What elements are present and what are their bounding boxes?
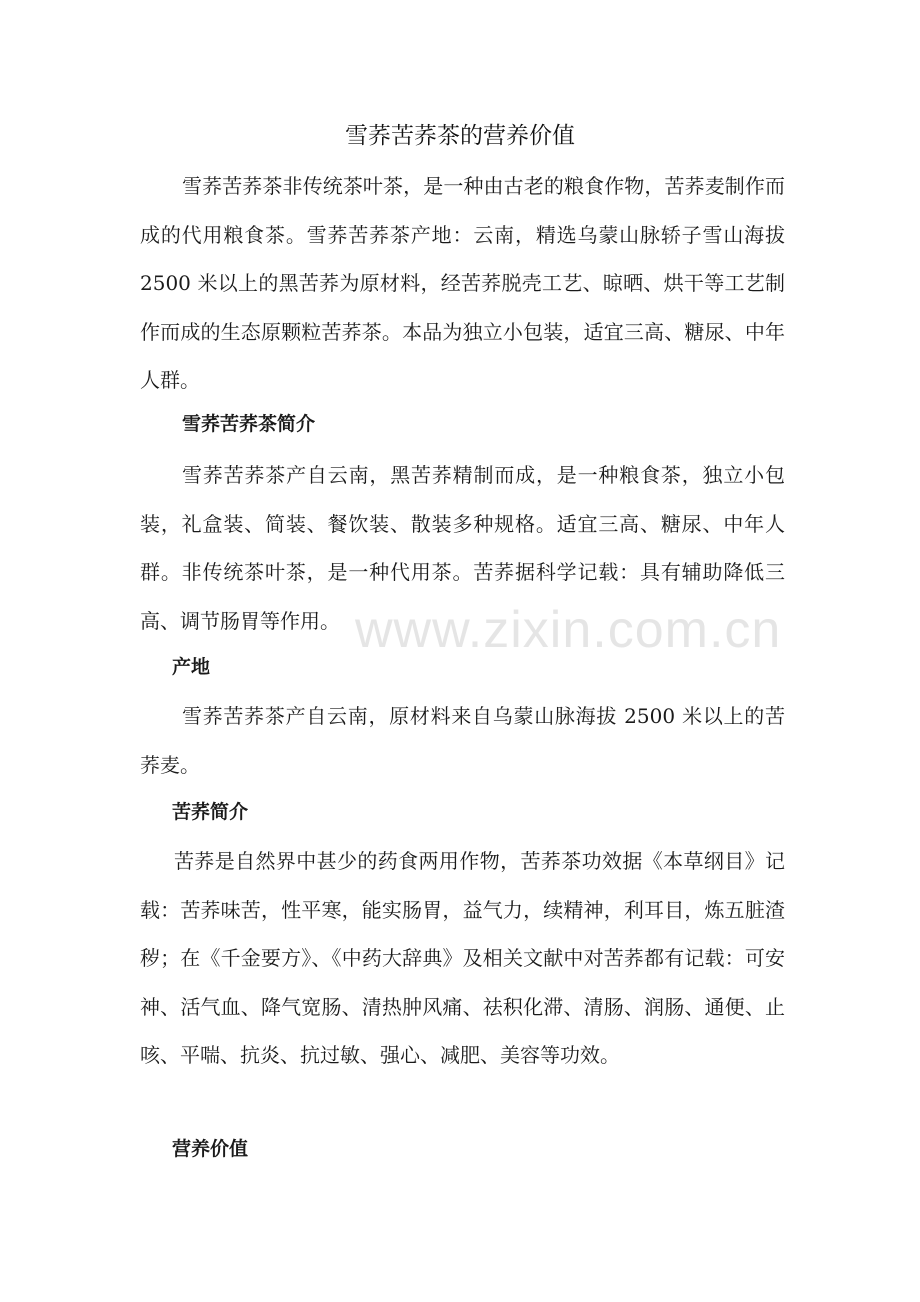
buckwheat-paragraph: 苦荞是自然界中甚少的药食两用作物，苦荞茶功效据《本草纲目》记载：苦荞味苦，性平寒，能实肠胃，益气力，续精神，利耳目，炼五脏渣秽；在《千金要方》、《中药大辞典》及相关文献中对苦荞都有记载：可安神、活气血、降气宽肠、清热肿风痛、祛积化滞、清肠、润肠、通便、止咳、平喘、抗炎、抗过敏、强心、减肥、美容等功效。 [140,849,785,1067]
section-heading-buckwheat: 苦荞简介 [172,801,249,823]
overview-paragraph: 雪荞苦荞茶产自云南，黑苦荞精制而成，是一种粮食茶，独立小包装，礼盒装、简装、餐饮装、散装多种规格。适宜三高、糖尿、中年人群。非传统茶叶茶，是一种代用茶。苦荞据科学记载：具有辅助降低三高、调节肠胃等作用。 [140,463,785,633]
section-heading-origin: 产地 [172,656,211,678]
site-watermark: www.zixin.com.cn [355,601,782,659]
intro-paragraph: 雪荞苦荞茶非传统茶叶茶，是一种由古老的粮食作物，苦荞麦制作而成的代用粮食茶。雪荞苦荞茶产地：云南，精选乌蒙山脉轿子雪山海拔 2500 米以上的黑苦荞为原材料，经苦荞脱壳工艺、晾晒、烘干等工艺制作而成的生态原颗粒苦荞茶。本品为独立小包装，适宜三高、糖尿、中年人群。 [140,174,785,392]
section-heading-nutrition: 营养价值 [172,1138,249,1160]
section-heading-overview: 雪荞苦荞茶简介 [182,413,316,435]
origin-paragraph: 雪荞苦荞茶产自云南，原材料来自乌蒙山脉海拔 2500 米以上的苦荞麦。 [140,704,785,777]
document-title: 雪荞苦荞茶的营养价值 [345,123,575,149]
